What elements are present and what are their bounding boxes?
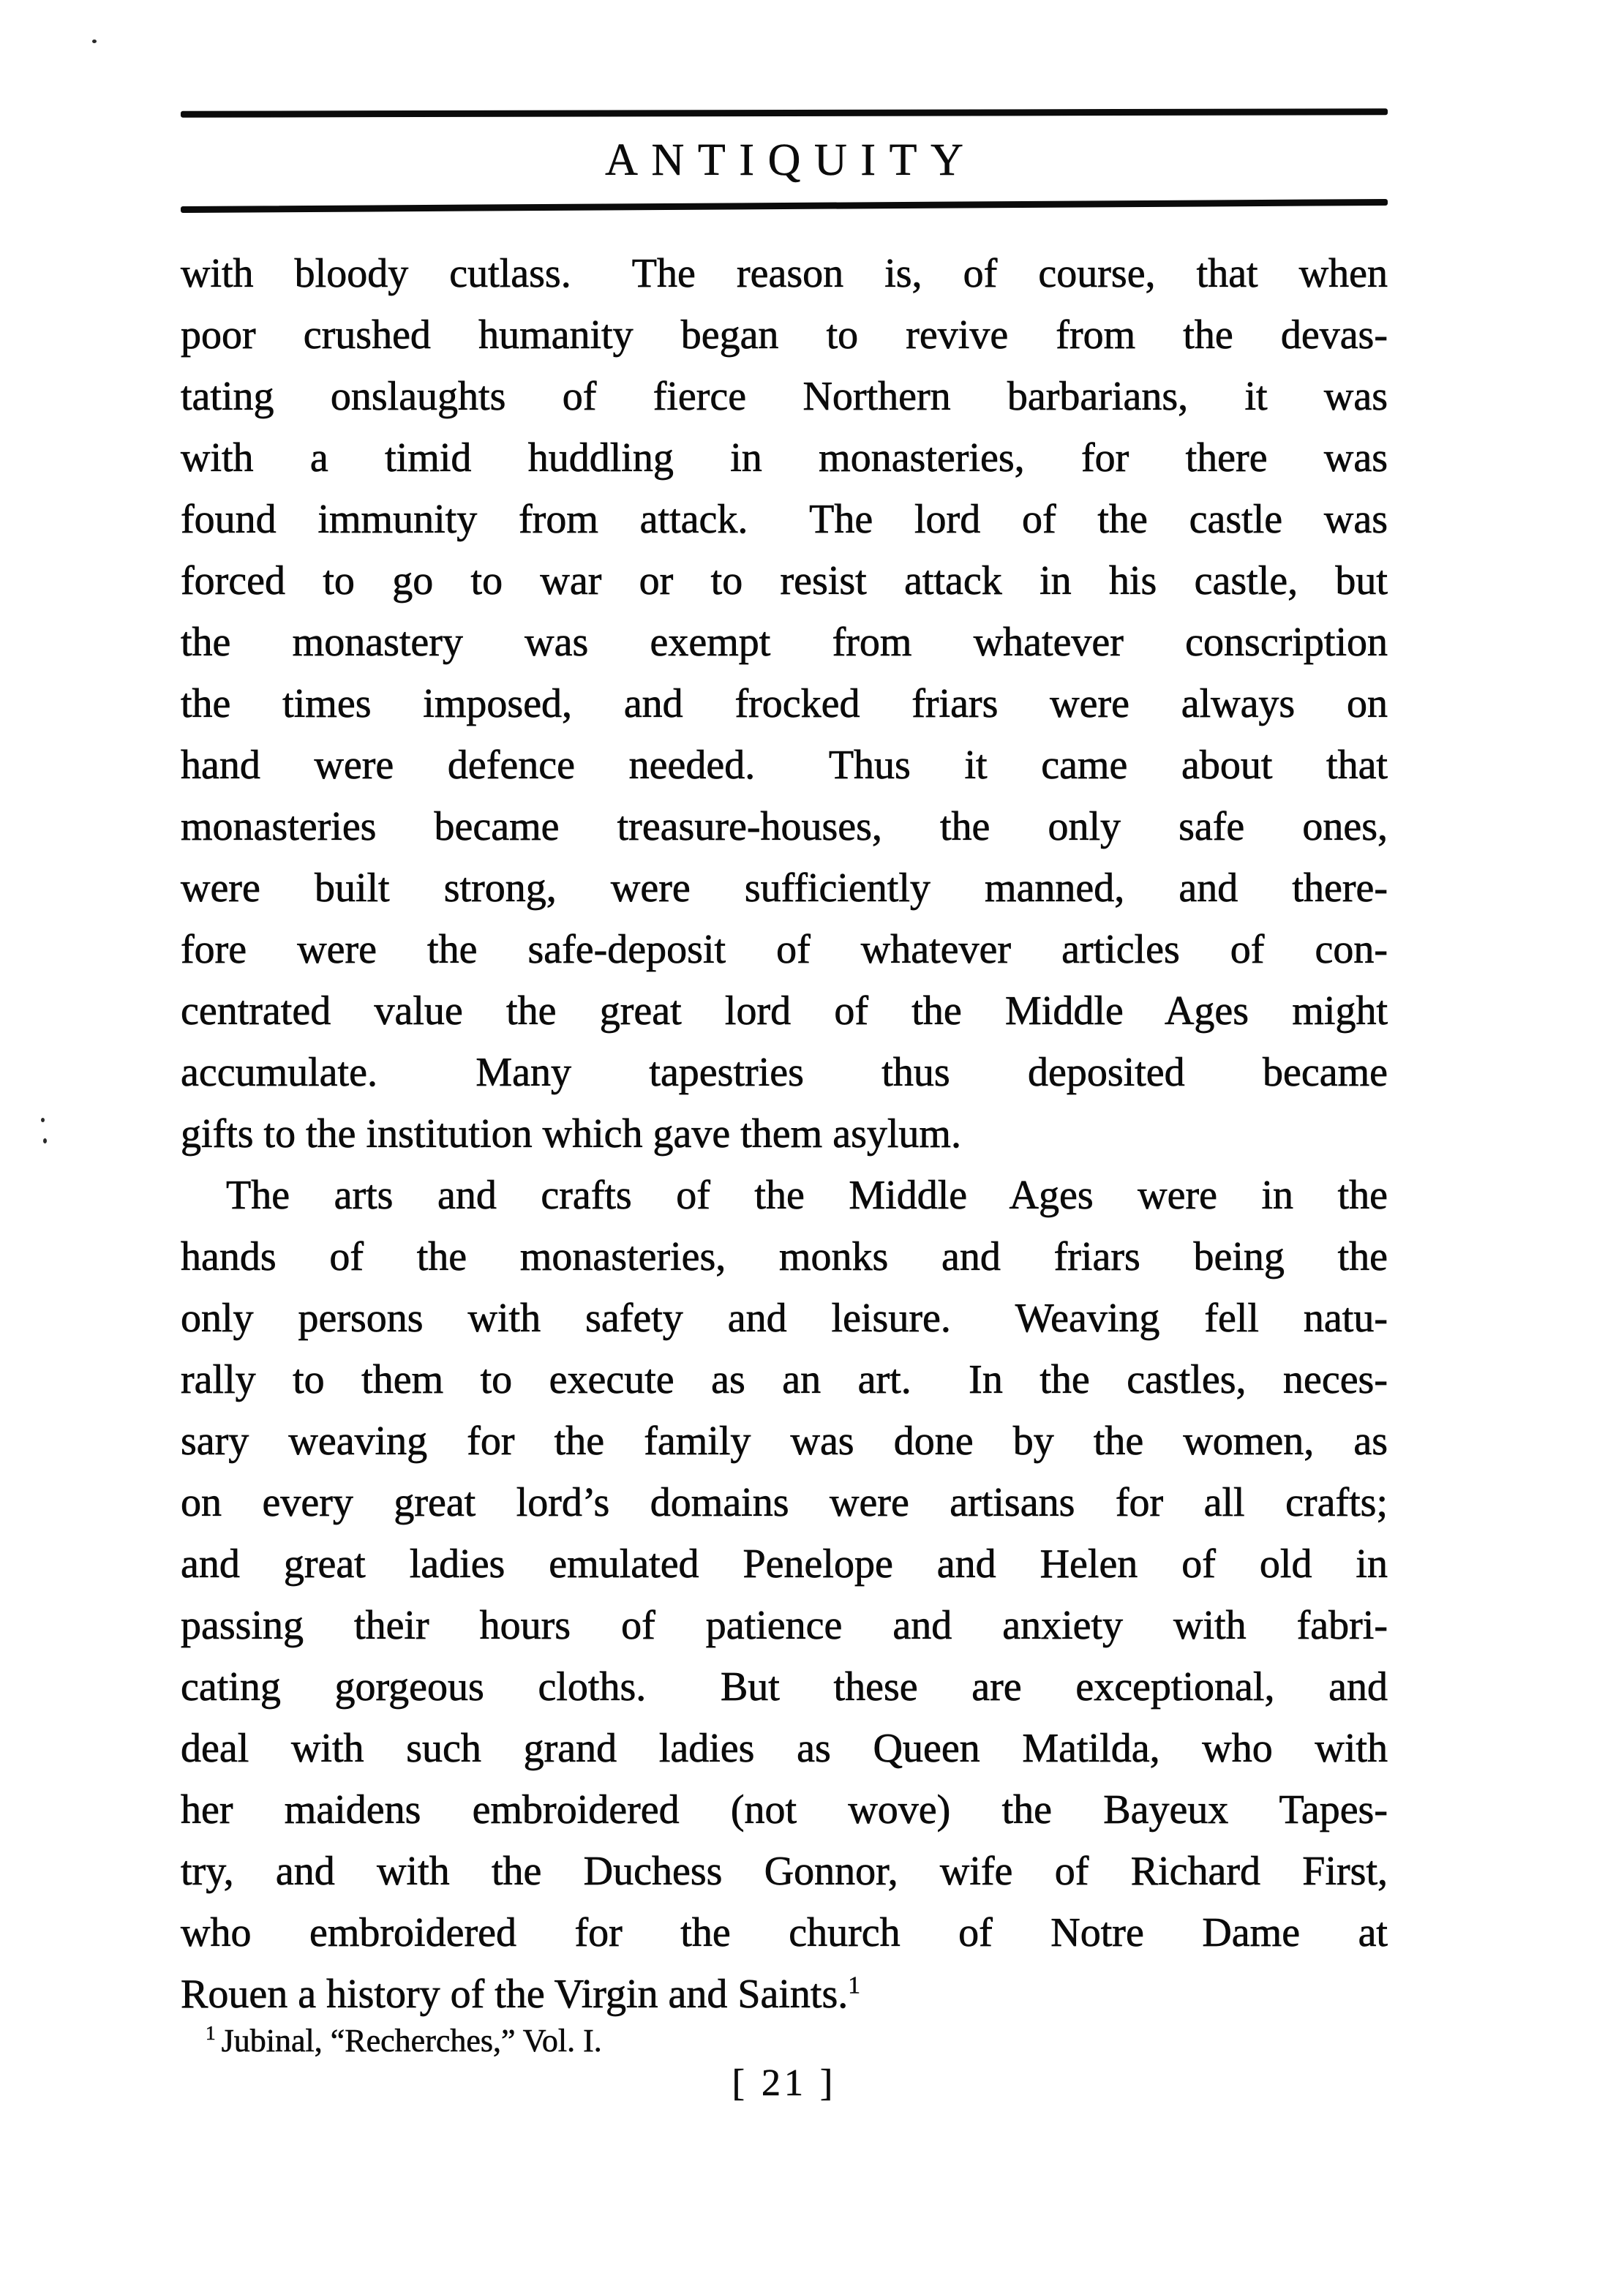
body-text-line: tating onslaughts of fierce Northern barbarians, it was [181,374,1388,419]
body-text-line: accumulate. Many tapestries thus deposited became [181,1050,1388,1095]
body-text-line: with a timid huddling in monasteries, for there was [181,435,1388,481]
footnote-text: Jubinal, “Recherches,” Vol. I. [221,2023,602,2059]
body-text-line-text: Rouen a history of the Virgin and Saints. [181,1972,849,2017]
body-text [181,243,1388,2025]
body-text-line: fore were the safe-deposit of whatever articles of con- [181,927,1388,972]
body-text-line: passing their hours of patience and anxiety with fabri- [181,1603,1388,1648]
body-text-line: with bloody cutlass. The reason is, of course, that when [181,251,1388,296]
footnote [206,2021,1376,2062]
paragraph [181,243,1388,1165]
header-rule-top [181,108,1388,117]
scan-speckle [43,1138,47,1143]
body-text-line: centrated value the great lord of the Middle Ages might [181,988,1388,1034]
paragraph [181,1165,1388,2025]
footnote-marker: 1 [206,2022,216,2045]
body-text-line: monasteries became treasure-houses, the only safe ones, [181,804,1388,849]
body-text-line: only persons with safety and leisure. Weaving fell natu- [181,1296,1388,1341]
body-text-line: gifts to the institution which gave them asylum. [181,1111,961,1157]
scan-speckle [41,1118,45,1122]
footnote-reference: 1 [848,1972,861,1999]
body-text-line: sary weaving for the family was done by the women, as [181,1418,1388,1464]
body-text-line: forced to go to war or to resist attack in his castle, but [181,558,1388,604]
body-text-line: were built strong, were sufficiently manned, and there- [181,865,1388,911]
body-text-line: hands of the monasteries, monks and friars being the [181,1234,1388,1279]
body-text-line: found immunity from attack. The lord of the castle was [181,497,1388,542]
body-text-line: the monastery was exempt from whatever conscription [181,620,1388,665]
page-title: ANTIQUITY [605,135,977,185]
body-text-line: poor crushed humanity began to revive from the devas- [181,312,1388,358]
body-text-line: rally to them to execute as an art. In the castles, neces- [181,1357,1388,1402]
body-text-line: The arts and crafts of the Middle Ages were in the [226,1173,1388,1218]
body-text-line [181,1964,1388,2025]
body-text-line: try, and with the Duchess Gonnor, wife of Richard First, [181,1849,1388,1894]
body-text-line: deal with such grand ladies as Queen Matilda, who with [181,1726,1388,1771]
body-text-line: and great ladies emulated Penelope and Helen of old in [181,1541,1388,1587]
header-rule-bottom [181,199,1388,213]
body-text-line: hand were defence needed. Thus it came about that [181,743,1388,788]
body-text-line: who embroidered for the church of Notre Dame at [181,1910,1388,1955]
body-text-line: her maidens embroidered (not wove) the Bayeux Tapes- [181,1787,1388,1833]
scan-speckle [92,40,97,43]
page-number: [ 21 ] [732,2062,837,2104]
body-text-line: cating gorgeous cloths. But these are exceptional, and [181,1664,1388,1710]
body-text-line: the times imposed, and frocked friars were always on [181,681,1388,726]
body-text-line: on every great lord’s domains were artisans for all crafts; [181,1480,1388,1525]
